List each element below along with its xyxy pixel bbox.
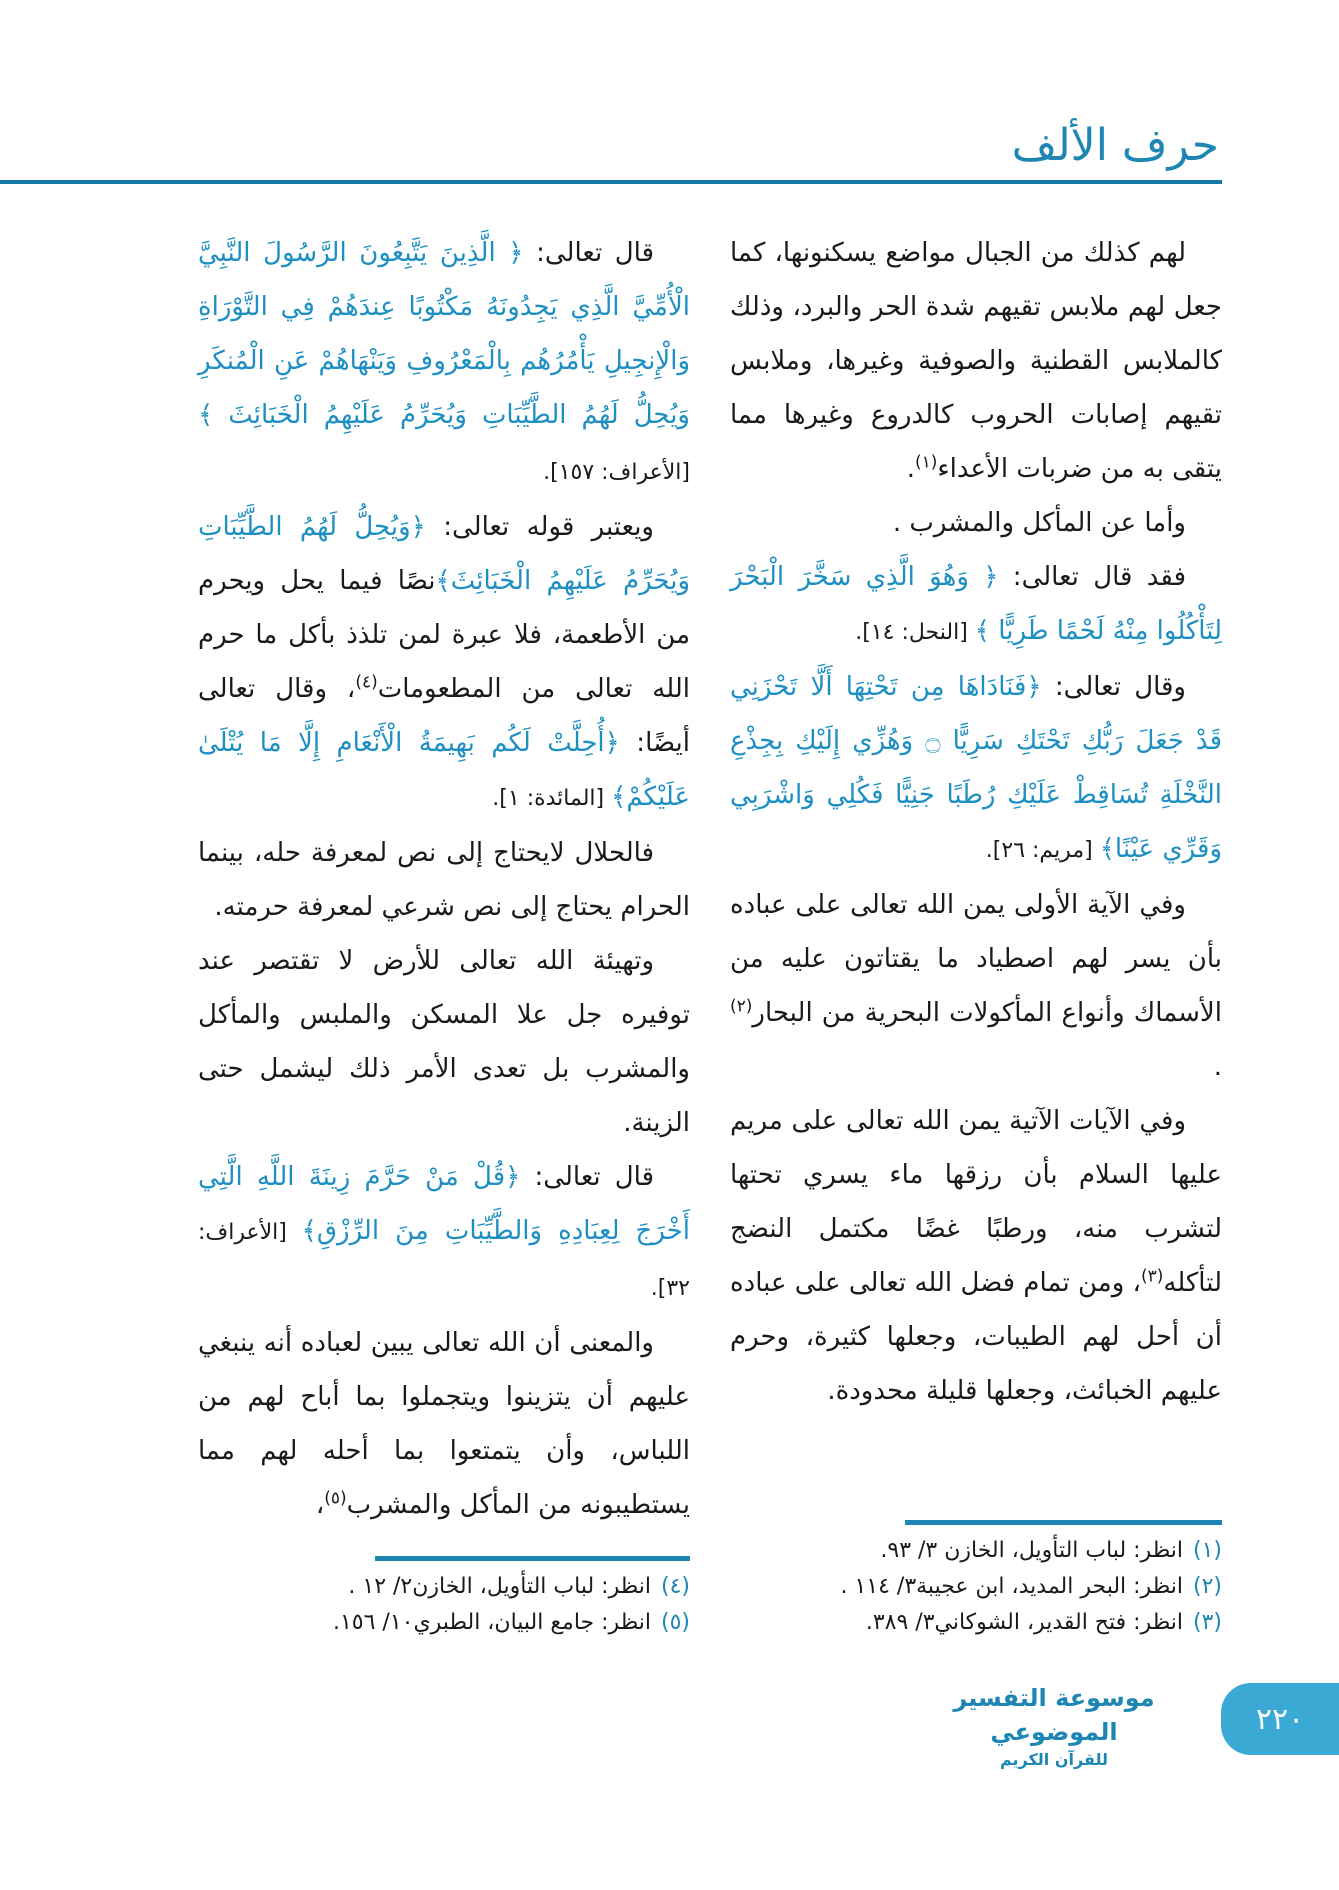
right-column	[730, 226, 1222, 1418]
footnotes-left-block	[198, 1532, 690, 1641]
text-run: .	[1213, 1052, 1222, 1082]
footnotes-right-block	[730, 1496, 1222, 1641]
footnote-number: (٤)	[660, 1574, 690, 1599]
footnote	[730, 1605, 1222, 1641]
footnote	[730, 1533, 1222, 1569]
footnote-number: (٣)	[1192, 1610, 1222, 1635]
text-run: وقال تعالى:	[1041, 672, 1186, 702]
footnote-text: انظر: جامع البيان، الطبري١٠/ ١٥٦.	[332, 1610, 651, 1635]
logo-title: موسوعة التفسير الموضوعي	[953, 1684, 1155, 1746]
paragraph	[730, 550, 1222, 660]
right-column-wrap	[730, 226, 1222, 1641]
paragraph	[730, 660, 1222, 878]
footnote-marker: (١)	[915, 452, 938, 473]
paragraph	[730, 226, 1222, 496]
text-run: [النحل: ١٤].	[855, 620, 975, 645]
footnote-number: (٢)	[1192, 1574, 1222, 1599]
page-number: ٢٢٠	[1221, 1683, 1339, 1755]
text-run: ، وقال تعالى أيضًا:	[198, 674, 690, 758]
footnote-marker: (٣)	[1140, 1266, 1164, 1287]
text-run: فالحلال لايحتاج إلى نص لمعرفة حله، بينما الحرام يحتاج إلى نص شرعي لمعرفة حرمته.	[198, 838, 690, 922]
text-run: قال تعالى:	[523, 238, 655, 268]
text-run: ،	[315, 1490, 325, 1520]
text-run: وفي الآية الأولى يمن الله تعالى على عباده بأن يسر لهم اصطياد ما يقتاتون عليه من الأسماك وأنواع المأكولات البحرية من البحار	[730, 890, 1222, 1028]
footnote-text: انظر: فتح القدير، الشوكاني٣/ ٣٨٩.	[865, 1610, 1183, 1635]
page-header	[0, 0, 1339, 226]
footnote-number: (١)	[1192, 1538, 1222, 1563]
quran-verse: ﴿وَيُحِلُّ لَهُمُ الطَّيِّبَاتِ وَيُحَرِّمُ عَلَيْهِمُ الْخَبَائِثَ﴾	[198, 512, 690, 596]
columns	[0, 226, 1339, 1641]
footnote-marker: (٥)	[324, 1488, 347, 1509]
page-footer	[0, 1671, 1339, 1811]
paragraph	[730, 496, 1222, 550]
quran-verse: ﴿قُلْ مَنْ حَرَّمَ زِينَةَ اللَّهِ الَّتِي أَخْرَجَ لِعِبَادِهِ وَالطَّيِّبَاتِ مِنَ الرِّزْقِ﴾	[198, 1162, 690, 1246]
quran-verse: ﴿ الَّذِينَ يَتَّبِعُونَ الرَّسُولَ النَّبِيَّ الْأُمِّيَّ الَّذِي يَجِدُونَهُ مَكْتُوبًا عِندَهُمْ فِي التَّوْرَاةِ وَالْإِنجِيلِ يَأْمُرُهُم بِالْمَعْرُوفِ وَيَنْهَاهُمْ عَنِ الْمُنكَرِ وَيُحِلُّ لَهُمُ الطَّيِّبَاتِ وَيُحَرِّمُ عَلَيْهِمُ الْخَبَائِثَ ﴾	[198, 238, 690, 430]
text-run: [الأعراف: ٣٢].	[198, 1220, 690, 1301]
left-column-wrap	[198, 226, 690, 1641]
paragraph	[198, 1316, 690, 1532]
text-run: [مريم: ٢٦].	[985, 838, 1100, 863]
logo-subtitle: للقرآن الكريم	[999, 1750, 1109, 1769]
text-run: وتهيئة الله تعالى للأرض لا تقتصر عند توفيره جل علا المسكن والملبس والمأكل والمشرب بل تعدى الأمر ذلك ليشمل حتى الزينة.	[198, 946, 690, 1138]
left-column	[198, 226, 690, 1532]
text-run: فقد قال تعالى:	[998, 562, 1187, 592]
footnote-text: انظر: لباب التأويل، الخازن٢/ ١٢ .	[348, 1574, 651, 1599]
text-run: [المائدة: ١].	[492, 786, 612, 811]
text-run: نصًا فيما يحل ويحرم من الأطعمة، فلا عبرة لمن تلذذ بأكل ما حرم الله تعالى من المطعومات	[198, 566, 690, 704]
footnote-marker: (٢)	[730, 996, 753, 1017]
paragraph	[730, 1094, 1222, 1418]
text-run: لهم كذلك من الجبال مواضع يسكنونها، كما جعل لهم ملابس تقيهم شدة الحر والبرد، وذلك كالملابس القطنية والصوفية وغيرها، وملابس تقيهم إصابات الحروب كالدروع وغيرها مما يتقى به من ضربات الأعداء	[730, 238, 1222, 484]
text-run: وفي الآيات الآتية يمن الله تعالى على مريم عليها السلام بأن رزقها ماء يسري تحتها لتشرب منه، ورطبًا غضًا مكتمل النضج لتأكله	[730, 1106, 1222, 1298]
text-run: ويعتبر قوله تعالى:	[425, 512, 654, 542]
text-run: [الأعراف: ١٥٧].	[543, 460, 690, 485]
footnote-divider-left	[375, 1556, 690, 1561]
text-run: والمعنى أن الله تعالى يبين لعباده أنه ينبغي عليهم أن يتزينوا ويتجملوا بما أباح لهم من اللباس، وأن يتمتعوا بما أحله لهم مما يستطيبونه من المأكل والمشرب	[198, 1328, 690, 1520]
paragraph	[198, 500, 690, 826]
footnote	[198, 1569, 690, 1605]
footnote-marker: (٤)	[355, 672, 378, 693]
quran-verse: ﴿أُحِلَّتْ لَكُم بَهِيمَةُ الْأَنْعَامِ إِلَّا مَا يُتْلَىٰ عَلَيْكُمْ﴾	[198, 728, 690, 812]
paragraph	[198, 826, 690, 934]
text-run: وأما عن المأكل والمشرب .	[892, 508, 1186, 538]
paragraph	[198, 1150, 690, 1316]
quran-verse: ﴿فَنَادَاهَا مِن تَحْتِهَا أَلَّا تَحْزَنِي قَدْ جَعَلَ رَبُّكِ تَحْتَكِ سَرِيًّا ۝ وَهُزِّي إِلَيْكِ بِجِذْعِ النَّخْلَةِ تُسَاقِطْ عَلَيْكِ رُطَبًا جَنِيًّا فَكُلِي وَاشْرَبِي وَقَرِّي عَيْنًا﴾	[730, 672, 1222, 864]
chapter-title: حرف الألف	[1011, 120, 1219, 171]
text-run: ، ومن تمام فضل الله تعالى على عباده أن أحل لهم الطيبات، وجعلها كثيرة، وحرم عليهم الخبائث، وجعلها قليلة محدودة.	[730, 1268, 1222, 1406]
series-logo	[929, 1681, 1179, 1771]
footnote-text: انظر: البحر المديد، ابن عجيبة٣/ ١١٤ .	[840, 1574, 1183, 1599]
paragraph	[198, 934, 690, 1150]
footnote-divider-right	[905, 1520, 1222, 1525]
header-divider	[0, 180, 1222, 184]
footnote	[730, 1569, 1222, 1605]
quran-verse: ﴿ وَهُوَ الَّذِي سَخَّرَ الْبَحْرَ لِتَأْكُلُوا مِنْهُ لَحْمًا طَرِيًّا ﴾	[730, 562, 1222, 646]
footnote-text: انظر: لباب التأويل، الخازن ٣/ ٩٣.	[880, 1538, 1183, 1563]
footnotes-right	[730, 1533, 1222, 1641]
paragraph	[730, 878, 1222, 1094]
footnote-number: (٥)	[660, 1610, 690, 1635]
paragraph	[198, 226, 690, 500]
text-run: .	[906, 454, 915, 484]
footnotes-left	[198, 1569, 690, 1641]
footnote	[198, 1605, 690, 1641]
text-run: قال تعالى:	[520, 1162, 655, 1192]
